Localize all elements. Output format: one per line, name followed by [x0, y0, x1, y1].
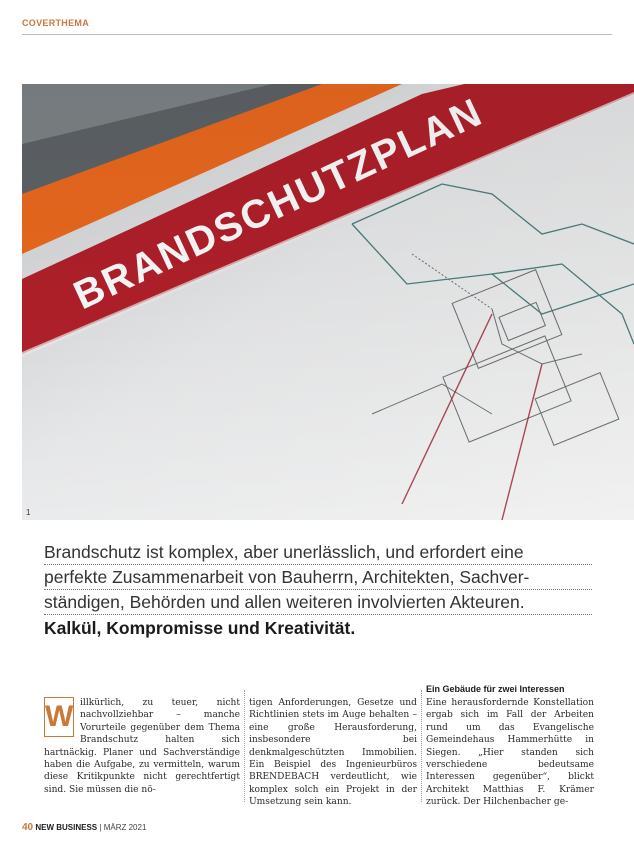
- page-footer: [22, 822, 146, 833]
- column-1-text: illkürlich, zu teuer, nicht nachvollziehbar – manche Vorurteile gegenüber dem Thema Brandschutz halten sich hartnäckig. Planer und Sachverständige haben die Aufgabe, zu vermitteln, warum diese Kritikpunkte nicht gerechtfertigt sind. Sie müssen die nö-: [44, 698, 240, 795]
- column-3-heading: Ein Gebäude für zwei Interessen: [426, 684, 565, 694]
- cover-photo: [22, 84, 634, 520]
- issue-date: MÄRZ 2021: [103, 823, 147, 832]
- header-rule: [22, 34, 612, 35]
- column-divider: [244, 690, 245, 802]
- page-number: 40: [22, 822, 34, 833]
- column-divider: [421, 690, 422, 802]
- article-column-2: [249, 697, 417, 809]
- magazine-name: NEW BUSINESS: [35, 823, 98, 832]
- footer-separator: |: [99, 823, 102, 832]
- article-column-3: [426, 697, 594, 809]
- lead-tagline: Kalkül, Kompromisse und Kreativität.: [44, 618, 356, 638]
- lead-paragraph: [44, 540, 592, 640]
- lead-line: ständigen, Behörden und allen weiteren involvierten Akteuren.: [44, 590, 592, 615]
- column-2-text: tigen Anforderungen, Gesetze und Richtlinien stets im Auge behalten – eine große Herausforderung, insbesondere bei denkmalgeschützten Immobilien. Ein Beispiel des Ingenieurbüros BRENDEBACH verdeutlicht, wie komplex solch ein Projekt in der Umsetzung sein kann.: [249, 698, 417, 808]
- column-3-text: Eine herausfordernde Konstellation ergab sich im Fall der Arbeiten rund um das Evangelische Gemeindehaus Hammerhütte in Siegen. „Hier standen sich verschiedene bedeutsame Interessen gegenüber“, blickt Architekt Matthias F. Krämer zurück. Der Hilchenbacher ge-: [426, 698, 594, 808]
- article-column-1: [44, 697, 240, 796]
- fire-plan-illustration: [22, 84, 634, 520]
- drop-cap: W: [44, 697, 74, 737]
- section-tag: COVERTHEMA: [22, 18, 90, 28]
- lead-line: perfekte Zusammenarbeit von Bauherrn, Architekten, Sachver-: [44, 565, 592, 590]
- lead-line: Brandschutz ist komplex, aber unerlässlich, und erfordert eine: [44, 540, 592, 565]
- photo-number: 1: [26, 508, 31, 517]
